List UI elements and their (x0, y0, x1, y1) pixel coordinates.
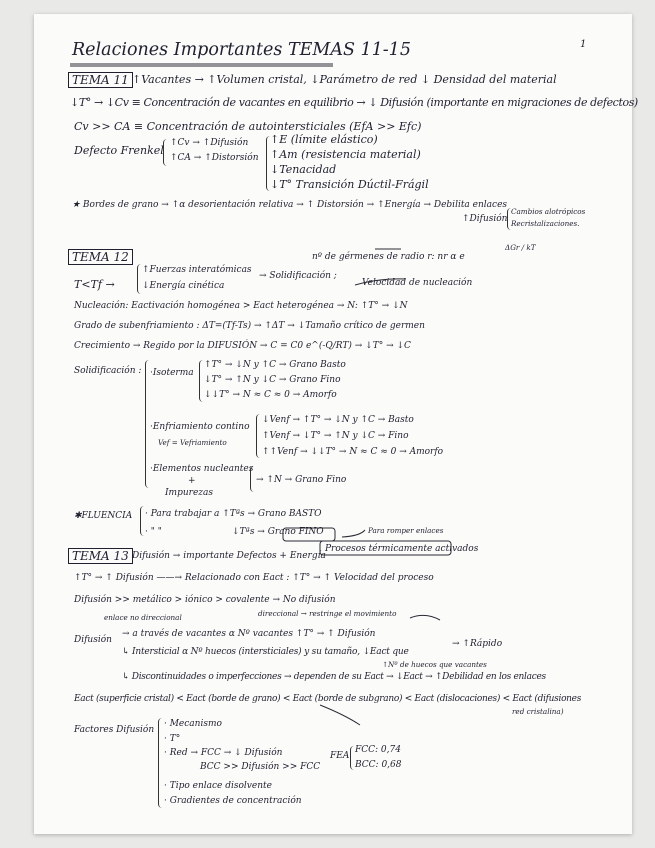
factor-bcc: BCC >> Difusión >> FCC (200, 762, 321, 772)
tema-11-label: TEMA 11 (68, 72, 133, 88)
gérmenes-exponent: ΔGr / kT (505, 243, 536, 252)
brace-frenkel (163, 139, 169, 166)
difusion-huecos: ↑Nº de huecos que vacantes (382, 660, 487, 669)
distorsion-3: ↓Tenacidad (270, 163, 337, 176)
difusion-2: ↳ Intersticial α Nº huecos (intersticiales) y su tamaño, ↓Eact que (122, 647, 409, 657)
isoterma-2: ↓T° → ↑N y ↓C → Grano Fino (204, 375, 341, 385)
fluencia-1: · Para trabajar a ↑Tªs → Grano BASTO (145, 509, 322, 519)
frenkel-2: ↑CA → ↑Distorsión (170, 153, 259, 163)
bordes-alotropicos: Cambios alotrópicos (511, 207, 586, 216)
t13-header-2: Procesos térmicamente activados (325, 544, 479, 554)
enfriamiento-1: ↓Venf → ↑T° → ↓N y ↑C → Basto (262, 415, 414, 425)
brace-nucleantes (250, 466, 255, 492)
bordes-difusion: ↑Difusión (462, 214, 508, 224)
frenkel-label: Defecto Frenkel (74, 144, 164, 157)
isoterma-label: ·Isoterma (150, 368, 194, 378)
distorsion-4: ↓T° Transición Dúctil-Frágil (270, 178, 429, 191)
factor-red: · Red → FCC → ↓ Difusión (164, 748, 283, 758)
arrow-romper (342, 530, 365, 537)
difusion-1: → a través de vacantes α Nº vacantes ↑T° → ↑ Difusión (122, 629, 376, 639)
t-menor-tf: T<Tf → (74, 278, 115, 291)
enfriamiento-2: ↑Venf → ↓T° → ↑N y ↓C → Fino (262, 431, 409, 441)
distorsion-2: ↑Am (resistencia material) (270, 148, 421, 161)
factor-gradientes: · Gradientes de concentración (164, 796, 302, 806)
t13-line-3a: enlace no direccional (104, 613, 182, 622)
nucleacion-line: Nucleación: Eactivación homogénea > Eact heterogénea → N: ↑T° → ↓N (74, 301, 408, 311)
fea-label: FEA (330, 751, 350, 761)
t11-line-3: Cv >> CA ≡ Concentración de autointersticiales (EfA >> Efc) (74, 120, 422, 133)
fluencia-2a: · " " (145, 527, 162, 537)
eact-order-2: red cristalina) (512, 707, 564, 716)
fluencia-label: ✱FLUENCIA (74, 511, 133, 521)
brace-enfriamiento (256, 414, 261, 458)
impurezas: Impurezas (165, 488, 214, 498)
t13-header-1: Difusión → importante Defectos + Energía (132, 551, 326, 561)
t13-line-3b: direccional → restringe el movimiento (258, 609, 397, 618)
factor-temperatura: · T° (164, 734, 181, 744)
tema-13-label: TEMA 13 (68, 548, 133, 564)
crecimiento-line: Crecimiento → Regido por la DIFUSIÓN → C = C0 e^(-Q/RT) → ↓T° → ↓C (74, 341, 411, 351)
bordes-grano: ★ Bordes de grano → ↑α desorientación relativa → ↑ Distorsión → ↑Energía → Debilita enlaces (72, 200, 508, 210)
gérmenes-formula: nº de gérmenes de radio r: nr α e (312, 252, 465, 262)
arrow-loop (410, 615, 440, 620)
venf-label: Vef = Vefriamiento (158, 438, 227, 447)
difusion-rapido: → ↑Rápido (452, 639, 503, 649)
fea-bcc: BCC: 0,68 (355, 760, 402, 770)
enfriamiento-3: ↑↑Venf → ↓↓T° → N ≈ C ≈ 0 → Amorfo (262, 447, 444, 457)
fea-stroke (320, 705, 360, 725)
page-number: 1 (580, 39, 587, 50)
plus-sign: + (188, 476, 196, 486)
brace-factores (158, 718, 164, 808)
distorsion-1: ↑E (límite elástico) (270, 133, 378, 146)
bordes-recristal: Recristalizaciones. (511, 219, 580, 228)
t13-line-2: Difusión >> metálico > iónico > covalente → No difusión (74, 595, 336, 605)
frenkel-1: ↑Cv → ↑Difusión (170, 138, 249, 148)
solidificacion-arrow: → Solidificación ; (259, 271, 337, 281)
fluencia-2b: ↓Tªs → Grano FINO (232, 527, 324, 537)
romper-enlaces: Para romper enlaces (368, 526, 444, 535)
nucleantes-result: → ↑N → Grano Fino (256, 475, 347, 485)
isoterma-1: ↑T° → ↓N y ↑C → Grano Basto (204, 360, 346, 370)
velocidad-nucleacion: Velocidad de nucleación (362, 278, 473, 288)
subenfriamiento-line: Grado de subenfriamiento : ΔT=(Tf-Ts) → ↑ΔT → ↓Tamaño crítico de germen (74, 321, 425, 331)
isoterma-3: ↓↓T° → N ≈ C ≈ 0 → Amorfo (204, 390, 337, 400)
factores-difusion: Factores Difusión (74, 725, 155, 735)
t11-line-1: ↑Vacantes → ↑Volumen cristal, ↓Parámetro de red ↓ Densidad del material (132, 73, 557, 86)
fea-fcc: FCC: 0,74 (355, 745, 401, 755)
elementos-nucleantes: ·Elementos nucleantes (150, 464, 254, 474)
eact-order-1: Eact (superficie cristal) < Eact (borde de grano) < Eact (borde de subgrano) < Eact (dislocaciones) < Eact (difusiones (74, 694, 582, 704)
difusion-label: Difusión (74, 635, 112, 645)
enfriamiento-label: ·Enfriamiento contino (150, 422, 250, 432)
energia-cinetica: ↓Energía cinética (142, 281, 225, 291)
t11-line-2: ↓T° → ↓Cv ≡ Concentración de vacantes en equilibrio → ↓ Difusión (importante en migraciones de defectos) (70, 96, 638, 109)
difusion-3: ↳ Discontinuidades o imperfecciones → dependen de su Eact → ↓Eact → ↑Debilidad en los enlaces (122, 672, 546, 682)
fuerzas-interatomicas: ↑Fuerzas interatómicas (142, 265, 252, 275)
tema-12-label: TEMA 12 (68, 249, 133, 265)
factor-mecanismo: · Mecanismo (164, 719, 222, 729)
factor-enlace: · Tipo enlace disolvente (164, 781, 272, 791)
solidificacion-label: Solidificación : (74, 366, 142, 376)
t13-line-1: ↑T° → ↑ Difusión ——→ Relacionado con Eact : ↑T° → ↑ Velocidad del proceso (74, 573, 434, 583)
page-title: Relaciones Importantes TEMAS 11-15 (72, 40, 411, 60)
